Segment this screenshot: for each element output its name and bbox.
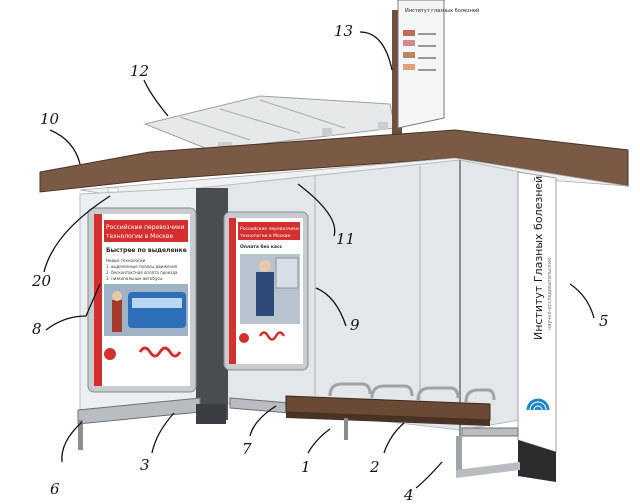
poster-right-subtitle: Оплата без касс (240, 245, 283, 250)
side-panel (518, 172, 556, 482)
label-6: 6 (50, 480, 60, 498)
label-3: 3 (140, 456, 150, 474)
leader-10 (50, 130, 80, 164)
poster-right-headline-2: технологии в Москве (240, 234, 291, 239)
leader-5 (570, 284, 594, 318)
label-12: 12 (130, 62, 150, 80)
label-10: 10 (40, 110, 60, 128)
leader-1 (308, 429, 330, 453)
leader-3 (152, 413, 174, 453)
poster-right (224, 212, 308, 370)
eye-logo-icon (528, 400, 548, 410)
poster-right-headline-1: Российские перевозчики (240, 227, 299, 232)
label-1: 1 (301, 458, 311, 476)
label-5: 5 (599, 312, 609, 330)
leader-2 (384, 423, 404, 453)
poster-left-bullet-2: 2. бесконтактная оплата проезда (106, 270, 178, 275)
label-13: 13 (334, 22, 354, 40)
poster-left-bullet-1: 1. выделенные полосы движения (106, 264, 178, 269)
mast-sign (392, 0, 479, 140)
label-9: 9 (350, 316, 360, 334)
poster-left-headline-1: Российские перевозчики (106, 224, 185, 231)
leader-13 (360, 32, 392, 70)
label-7: 7 (242, 440, 252, 458)
side-panel-subtitle: научно-исследовательский (547, 257, 553, 330)
leader-12 (144, 80, 168, 116)
label-8: 8 (32, 320, 42, 338)
poster-left-bullet-intro: Новые технологии (106, 258, 146, 263)
label-2: 2 (370, 458, 380, 476)
label-4: 4 (404, 486, 414, 504)
label-11: 11 (336, 230, 356, 248)
poster-left-bullet-3: 3. низкопольные автобусы (106, 276, 163, 281)
leader-4 (416, 462, 442, 488)
poster-left (88, 208, 196, 392)
label-20: 20 (32, 272, 52, 290)
mast-sign-title: Институт глазных болезней (405, 8, 480, 14)
side-panel-title: Институт Глазных болезней (532, 175, 545, 340)
poster-left-headline-2: технологии в Москве (106, 233, 174, 240)
poster-left-subtitle: Быстрее по выделенке (106, 247, 187, 254)
